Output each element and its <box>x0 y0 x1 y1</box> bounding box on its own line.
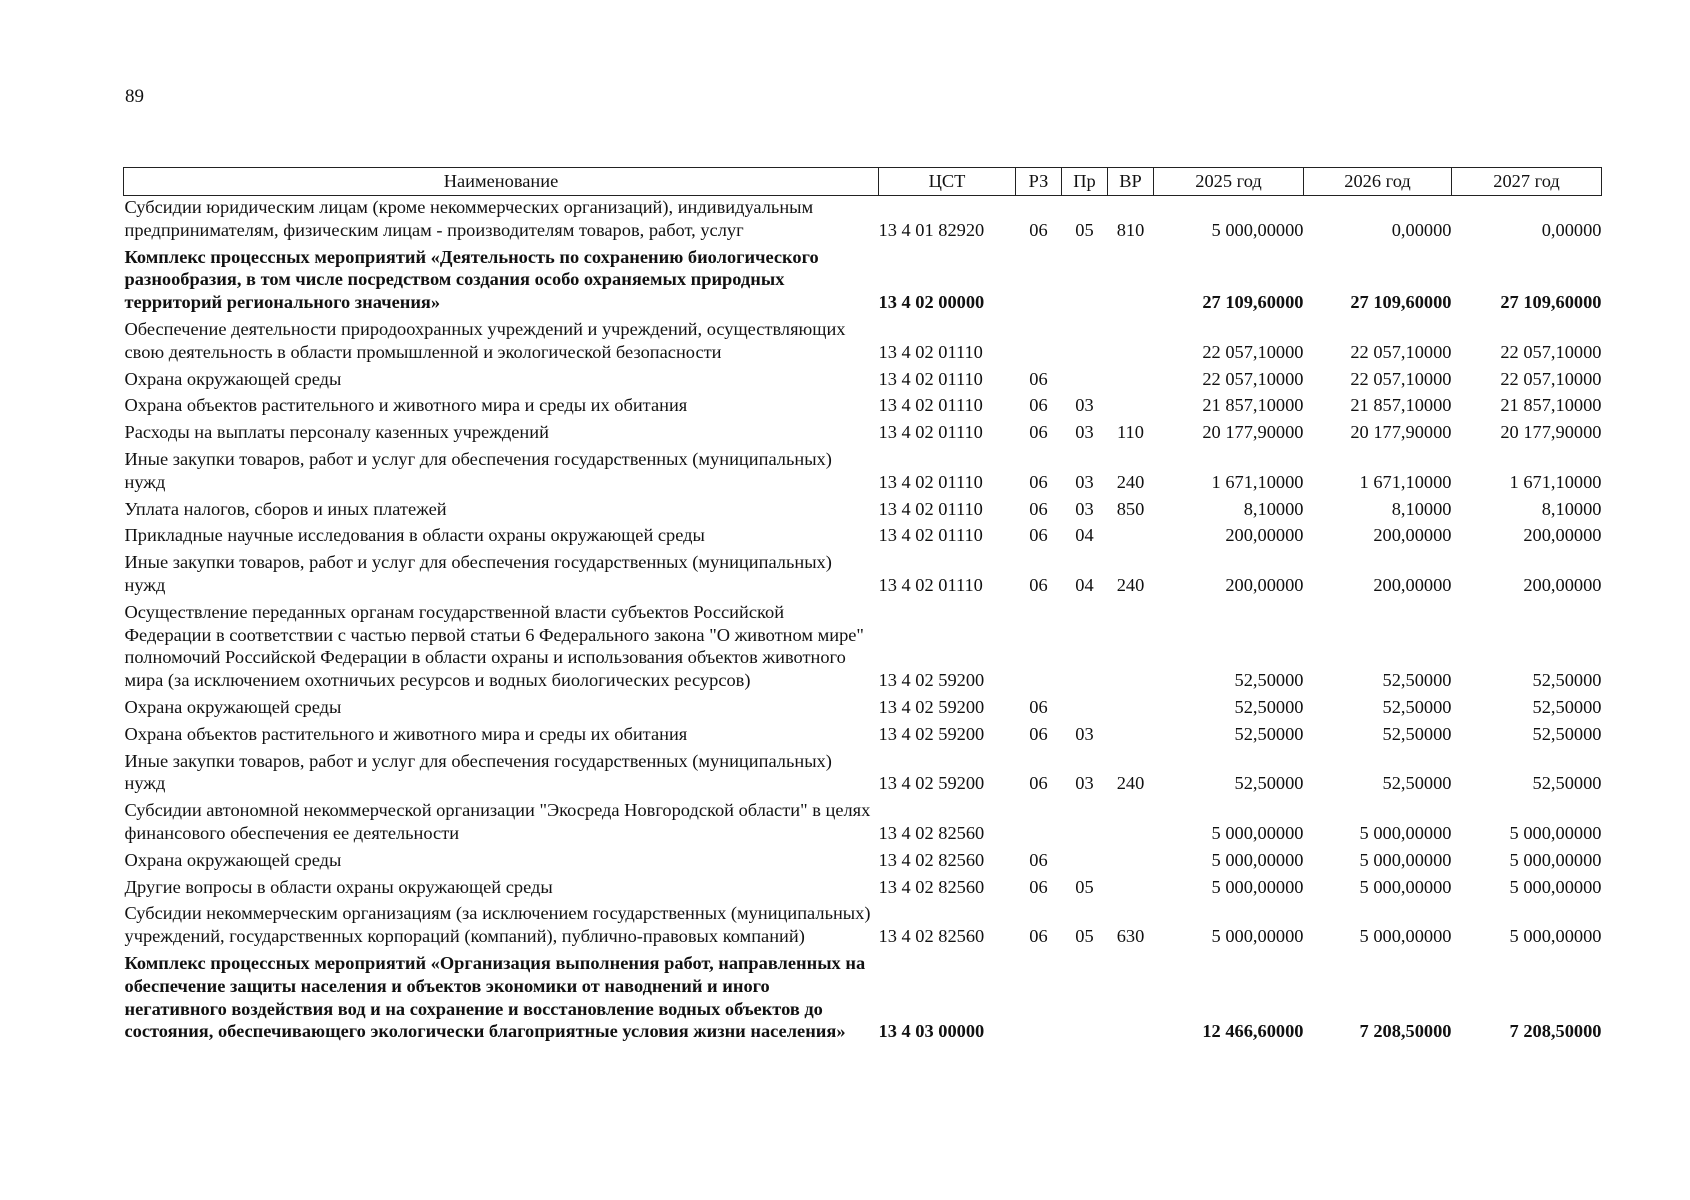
cell-rz <box>1016 318 1062 368</box>
cell-2027: 8,10000 <box>1541 498 1602 519</box>
cell-2025: 200,00000 <box>1225 574 1304 595</box>
cell-2025: 22 057,10000 <box>1202 341 1304 362</box>
cell-2026: 21 857,10000 <box>1350 395 1452 416</box>
cell-pr <box>1062 601 1108 696</box>
cell-cst: 13 4 01 82920 <box>878 219 985 240</box>
header-2027: 2027 год <box>1452 168 1602 196</box>
cell-vr <box>1108 524 1154 551</box>
table-row <box>124 551 1602 601</box>
cell-rz <box>1016 799 1062 849</box>
cell-2027: 200,00000 <box>1523 574 1602 595</box>
cell-name: Охрана объектов растительного и животного мира и среды их обитания <box>124 395 688 416</box>
cell-cst: 13 4 03 00000 <box>878 1021 985 1042</box>
cell-vr: 850 <box>1116 498 1145 519</box>
cell-vr <box>1108 876 1154 903</box>
cell-name: Обеспечение деятельности природоохранных учреждений и учреждений, осуществляющих свою деятельность в области промышленной и экологической безопасности <box>124 318 846 362</box>
cell-cst: 13 4 02 01110 <box>878 368 983 389</box>
cell-rz: 06 <box>1029 926 1048 947</box>
cell-2025: 22 057,10000 <box>1202 368 1304 389</box>
cell-2025: 5 000,00000 <box>1211 926 1304 947</box>
cell-2025: 21 857,10000 <box>1202 395 1304 416</box>
cell-pr <box>1062 246 1108 318</box>
cell-rz: 06 <box>1029 219 1048 240</box>
cell-rz: 06 <box>1029 498 1048 519</box>
table-row <box>124 723 1602 750</box>
cell-vr <box>1108 696 1154 723</box>
cell-2027: 52,50000 <box>1532 773 1602 794</box>
cell-rz: 06 <box>1029 471 1048 492</box>
cell-2027: 52,50000 <box>1532 696 1602 717</box>
cell-pr <box>1062 849 1108 876</box>
cell-cst: 13 4 02 01110 <box>878 525 983 546</box>
cell-vr <box>1108 394 1154 421</box>
cell-2026: 5 000,00000 <box>1359 926 1452 947</box>
cell-vr <box>1108 246 1154 318</box>
cell-2025: 27 109,60000 <box>1202 292 1304 313</box>
header-pr: Пр <box>1062 168 1108 196</box>
cell-pr: 05 <box>1075 876 1094 897</box>
table-header <box>124 168 1602 196</box>
cell-cst: 13 4 02 01110 <box>878 471 983 492</box>
cell-cst: 13 4 02 82560 <box>878 876 985 897</box>
cell-2026: 52,50000 <box>1382 670 1452 691</box>
cell-2025: 52,50000 <box>1234 723 1304 744</box>
table-row <box>124 849 1602 876</box>
header-vr: ВР <box>1108 168 1154 196</box>
table-row <box>124 196 1602 246</box>
cell-2026: 200,00000 <box>1373 525 1452 546</box>
cell-vr: 630 <box>1116 926 1145 947</box>
cell-pr <box>1062 696 1108 723</box>
cell-name: Охрана окружающей среды <box>124 696 342 717</box>
cell-2027: 5 000,00000 <box>1509 926 1602 947</box>
cell-pr: 03 <box>1075 395 1094 416</box>
cell-cst: 13 4 02 59200 <box>878 723 985 744</box>
cell-rz <box>1016 601 1062 696</box>
cell-name: Осуществление переданных органам государственной власти субъектов Российской Федерации в соответствии с частью первой статьи 6 Федерального закона "О животном мире" полномочий Российской Федерации в области охраны и использования объектов животного мира (за исключением охотничьих ресурсов и водных биологических ресурсов) <box>124 601 864 691</box>
table-body <box>124 196 1602 1048</box>
cell-2026: 5 000,00000 <box>1359 876 1452 897</box>
cell-name: Субсидии автономной некоммерческой организации "Экосреда Новгородской области" в целях финансового обеспечения ее деятельности <box>124 800 871 843</box>
cell-2027: 5 000,00000 <box>1509 876 1602 897</box>
header-cst: ЦСТ <box>879 168 1016 196</box>
cell-cst: 13 4 02 59200 <box>878 670 985 691</box>
cell-rz: 06 <box>1029 525 1048 546</box>
cell-pr: 05 <box>1075 926 1094 947</box>
table-row <box>124 421 1602 448</box>
cell-name: Расходы на выплаты персоналу казенных учреждений <box>124 422 549 443</box>
cell-pr <box>1062 952 1108 1047</box>
cell-2025: 52,50000 <box>1234 696 1304 717</box>
cell-name: Иные закупки товаров, работ и услуг для обеспечения государственных (муниципальных) нужд <box>124 750 832 794</box>
table-row <box>124 799 1602 849</box>
cell-2027: 52,50000 <box>1532 723 1602 744</box>
cell-name: Охрана объектов растительного и животного мира и среды их обитания <box>124 723 688 744</box>
cell-2026: 7 208,50000 <box>1359 1021 1452 1042</box>
cell-2026: 5 000,00000 <box>1359 822 1452 843</box>
cell-pr: 05 <box>1075 219 1094 240</box>
cell-name: Иные закупки товаров, работ и услуг для обеспечения государственных (муниципальных) нужд <box>124 448 832 492</box>
cell-pr: 03 <box>1075 498 1094 519</box>
cell-pr: 03 <box>1075 773 1094 794</box>
header-2026: 2026 год <box>1304 168 1452 196</box>
cell-2027: 22 057,10000 <box>1500 341 1602 362</box>
cell-pr: 04 <box>1075 525 1094 546</box>
cell-2025: 5 000,00000 <box>1211 822 1304 843</box>
cell-2027: 22 057,10000 <box>1500 368 1602 389</box>
cell-rz: 06 <box>1029 368 1048 389</box>
cell-vr <box>1108 952 1154 1047</box>
cell-2027: 52,50000 <box>1532 670 1602 691</box>
table-row <box>124 952 1602 1047</box>
cell-2027: 5 000,00000 <box>1509 849 1602 870</box>
cell-cst: 13 4 02 59200 <box>878 773 985 794</box>
cell-2026: 200,00000 <box>1373 574 1452 595</box>
table-row <box>124 524 1602 551</box>
table-row <box>124 902 1602 952</box>
cell-rz: 06 <box>1029 574 1048 595</box>
cell-name: Прикладные научные исследования в области охраны окружающей среды <box>124 525 705 546</box>
cell-vr <box>1108 849 1154 876</box>
cell-name: Иные закупки товаров, работ и услуг для обеспечения государственных (муниципальных) нужд <box>124 552 832 595</box>
cell-cst: 13 4 02 82560 <box>878 849 985 870</box>
cell-2026: 8,10000 <box>1391 498 1452 519</box>
table-row <box>124 498 1602 525</box>
cell-2026: 52,50000 <box>1382 696 1452 717</box>
cell-2027: 20 177,90000 <box>1500 422 1602 443</box>
cell-rz: 06 <box>1029 395 1048 416</box>
cell-vr <box>1108 601 1154 696</box>
cell-2026: 52,50000 <box>1382 723 1452 744</box>
cell-2025: 12 466,60000 <box>1202 1021 1304 1042</box>
cell-rz: 06 <box>1029 849 1048 870</box>
header-2025: 2025 год <box>1154 168 1304 196</box>
table-row <box>124 876 1602 903</box>
cell-2025: 1 671,10000 <box>1211 471 1304 492</box>
cell-2026: 27 109,60000 <box>1350 292 1452 313</box>
cell-rz <box>1016 952 1062 1047</box>
cell-2027: 7 208,50000 <box>1509 1021 1602 1042</box>
cell-2025: 52,50000 <box>1234 670 1304 691</box>
cell-2026: 5 000,00000 <box>1359 849 1452 870</box>
cell-name: Субсидии юридическим лицам (кроме некоммерческих организаций), индивидуальным предпринимателям, физическим лицам - производителям товаров, работ, услуг <box>124 197 814 240</box>
cell-2027: 200,00000 <box>1523 525 1602 546</box>
cell-cst: 13 4 02 01110 <box>878 341 983 362</box>
table-row <box>124 394 1602 421</box>
cell-2025: 200,00000 <box>1225 525 1304 546</box>
table-row <box>124 448 1602 498</box>
cell-2025: 5 000,00000 <box>1211 219 1304 240</box>
cell-vr <box>1108 318 1154 368</box>
cell-rz: 06 <box>1029 876 1048 897</box>
cell-cst: 13 4 02 82560 <box>878 822 985 843</box>
cell-name: Другие вопросы в области охраны окружающей среды <box>124 876 553 897</box>
cell-2025: 52,50000 <box>1234 773 1304 794</box>
cell-vr: 110 <box>1117 422 1144 443</box>
cell-cst: 13 4 02 01110 <box>878 395 983 416</box>
cell-pr <box>1062 318 1108 368</box>
page-number: 89 <box>125 86 144 107</box>
cell-rz: 06 <box>1029 696 1048 717</box>
cell-cst: 13 4 02 00000 <box>878 292 985 313</box>
cell-pr: 03 <box>1075 723 1094 744</box>
cell-rz: 06 <box>1029 422 1048 443</box>
cell-2026: 22 057,10000 <box>1350 368 1452 389</box>
cell-vr <box>1108 368 1154 395</box>
header-rz: РЗ <box>1016 168 1062 196</box>
cell-name: Субсидии некоммерческим организациям (за исключением государственных (муниципальных) учреждений, государственных корпораций (компаний), публично-правовых компаний) <box>124 903 871 947</box>
cell-2026: 52,50000 <box>1382 773 1452 794</box>
cell-cst: 13 4 02 82560 <box>878 926 985 947</box>
cell-vr <box>1108 723 1154 750</box>
table-row <box>124 368 1602 395</box>
budget-table <box>123 167 1602 1047</box>
cell-cst: 13 4 02 01110 <box>878 574 983 595</box>
cell-name: Комплекс процессных мероприятий «Деятельность по сохранению биологического разнообразия, в том числе посредством создания особо охраняемых природных территорий регионального значения» <box>124 246 819 313</box>
cell-2026: 1 671,10000 <box>1359 471 1452 492</box>
cell-cst: 13 4 02 01110 <box>878 422 983 443</box>
cell-2027: 21 857,10000 <box>1500 395 1602 416</box>
cell-2026: 20 177,90000 <box>1350 422 1452 443</box>
cell-2027: 1 671,10000 <box>1509 471 1602 492</box>
cell-name: Уплата налогов, сборов и иных платежей <box>124 498 447 519</box>
cell-2026: 22 057,10000 <box>1350 341 1452 362</box>
cell-pr <box>1062 799 1108 849</box>
cell-2027: 0,00000 <box>1541 219 1602 240</box>
table-row <box>124 750 1602 800</box>
cell-cst: 13 4 02 01110 <box>878 498 983 519</box>
cell-2027: 27 109,60000 <box>1500 292 1602 313</box>
cell-cst: 13 4 02 59200 <box>878 696 985 717</box>
cell-pr: 04 <box>1075 574 1094 595</box>
cell-2025: 20 177,90000 <box>1202 422 1304 443</box>
cell-2025: 5 000,00000 <box>1211 849 1304 870</box>
table-row <box>124 318 1602 368</box>
cell-name: Охрана окружающей среды <box>124 368 342 389</box>
cell-vr <box>1108 799 1154 849</box>
cell-rz: 06 <box>1029 773 1048 794</box>
cell-2025: 8,10000 <box>1243 498 1304 519</box>
header-name: Наименование <box>124 168 879 196</box>
table-row <box>124 246 1602 318</box>
cell-2027: 5 000,00000 <box>1509 822 1602 843</box>
cell-vr: 240 <box>1116 471 1145 492</box>
cell-vr: 240 <box>1116 574 1145 595</box>
cell-vr: 810 <box>1116 219 1145 240</box>
cell-vr: 240 <box>1116 773 1145 794</box>
cell-name: Комплекс процессных мероприятий «Организация выполнения работ, направленных на обеспечение защиты населения и объектов экономики от наводнений и иного негативного воздействия вод и на сохранение и восстановление водных объектов до состояния, обеспечивающего экологически благоприятные условия жизни населения» <box>124 952 866 1042</box>
table-row <box>124 696 1602 723</box>
cell-2026: 0,00000 <box>1391 219 1452 240</box>
cell-name: Охрана окружающей среды <box>124 849 342 870</box>
cell-rz: 06 <box>1029 723 1048 744</box>
cell-pr <box>1062 368 1108 395</box>
cell-2025: 5 000,00000 <box>1211 876 1304 897</box>
cell-pr: 03 <box>1075 471 1094 492</box>
table-row <box>124 601 1602 696</box>
cell-rz <box>1016 246 1062 318</box>
cell-pr: 03 <box>1075 422 1094 443</box>
